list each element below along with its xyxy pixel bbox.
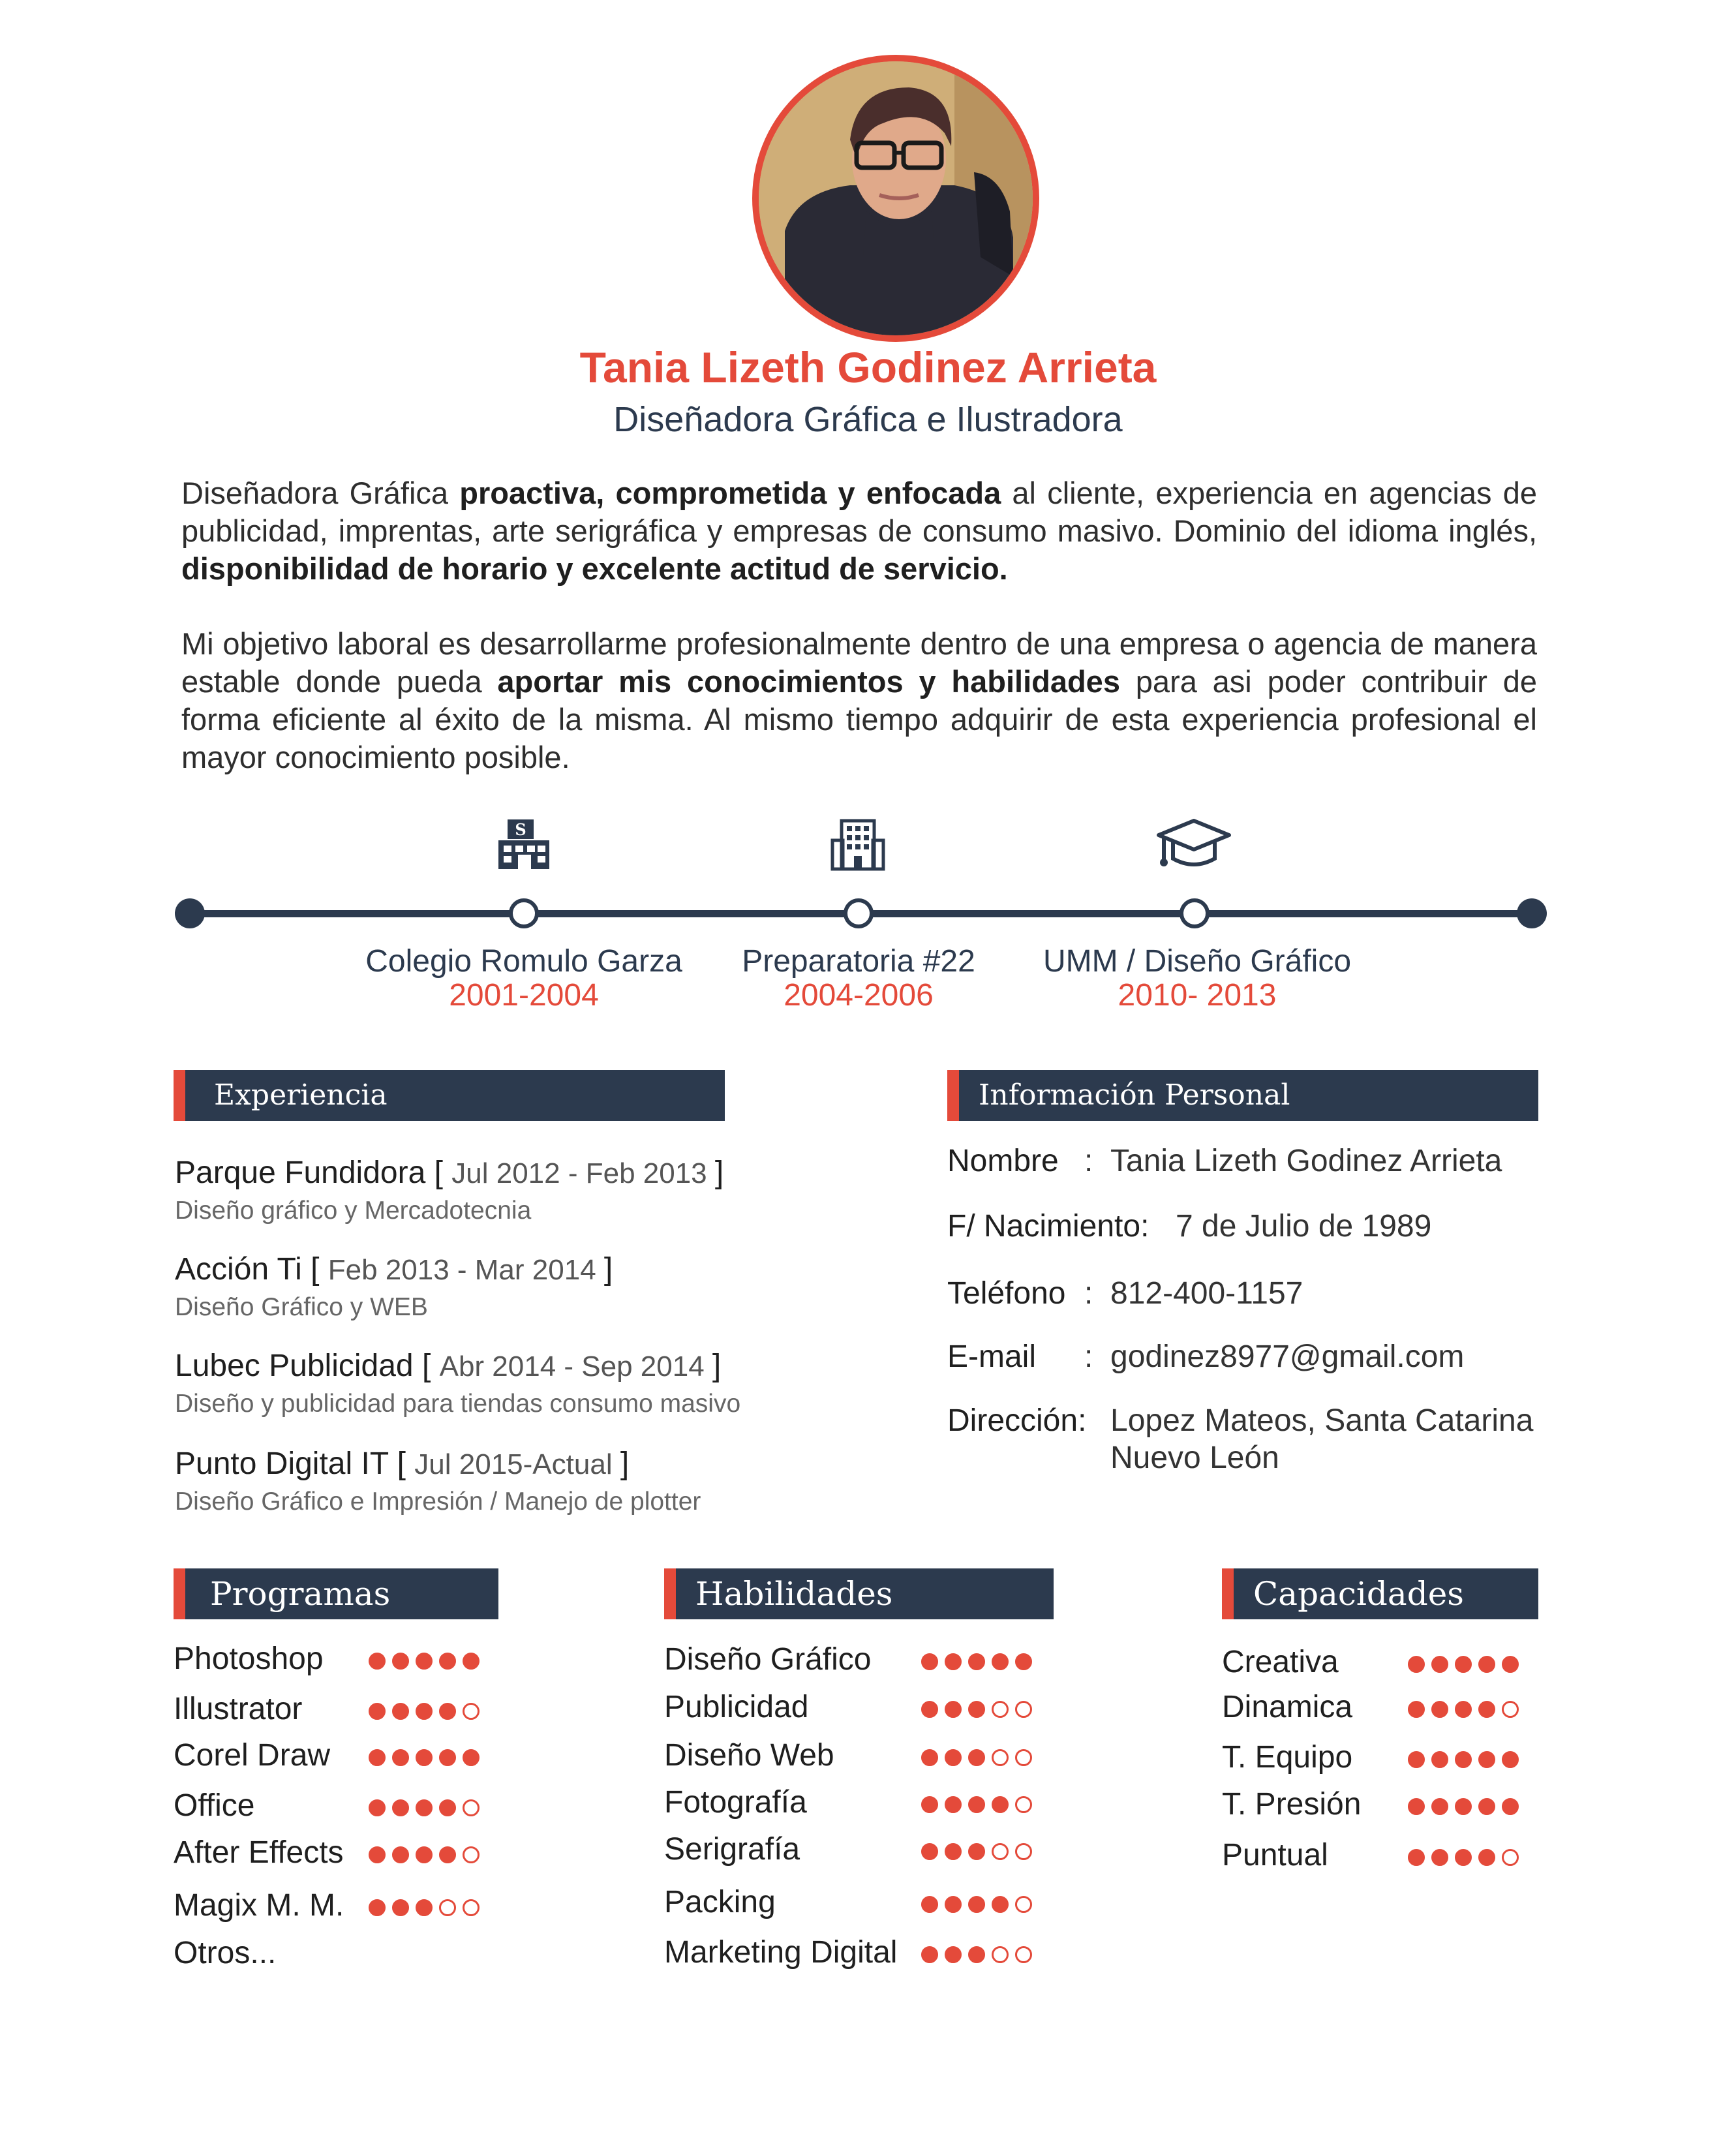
rating-dots — [1408, 1701, 1519, 1718]
experience-dates: Jul 2015-Actual — [414, 1448, 620, 1480]
rating-label: Photoshop — [174, 1641, 324, 1676]
rating-dots — [369, 1799, 480, 1816]
rating-dot-filled — [1408, 1751, 1425, 1768]
timeline-end-dot — [1517, 898, 1547, 928]
rating-label: Diseño Gráfico — [664, 1642, 872, 1677]
timeline-start-dot — [175, 898, 205, 928]
rating-label: Corel Draw — [174, 1738, 331, 1773]
experience-dates: Feb 2013 - Mar 2014 — [327, 1254, 604, 1286]
bracket-open: [ — [397, 1446, 415, 1481]
rating-dot-empty — [463, 1799, 480, 1816]
bracket-open: [ — [434, 1155, 452, 1190]
rating-dot-empty — [1015, 1946, 1032, 1963]
bracket-close: ] — [603, 1252, 613, 1287]
rating-dot-filled — [968, 1701, 985, 1718]
rating-dots — [921, 1843, 1032, 1860]
rating-dot-filled — [463, 1749, 480, 1766]
rating-dot-filled — [416, 1899, 433, 1916]
info-birth-value: 7 de Julio de 1989 — [1176, 1209, 1432, 1244]
rating-dot-filled — [392, 1846, 409, 1863]
rating-label: Creativa — [1222, 1645, 1339, 1679]
timeline-years-2: 2004-2006 — [784, 978, 934, 1013]
rating-dot-filled — [369, 1846, 386, 1863]
emphasis-text: aportar mis conocimientos y habilidades — [497, 664, 1120, 699]
experience-dates: Jul 2012 - Feb 2013 — [451, 1157, 715, 1189]
rating-dot-filled — [1455, 1656, 1472, 1673]
timeline-label-2: Preparatoria #22 — [742, 944, 975, 979]
bracket-close: ] — [712, 1349, 722, 1383]
objective-paragraph — [181, 625, 1537, 776]
experience-description: Diseño Gráfico y WEB — [175, 1293, 428, 1321]
rating-label: Diseño Web — [664, 1738, 834, 1773]
timeline-node-2 — [844, 898, 874, 928]
rating-dot-filled — [992, 1896, 1009, 1913]
timeline-label-1: Colegio Romulo Garza — [365, 944, 682, 979]
rating-dot-filled — [439, 1703, 456, 1720]
rating-dot-filled — [1478, 1798, 1495, 1815]
rating-dot-empty — [1015, 1749, 1032, 1766]
rating-dot-filled — [968, 1946, 985, 1963]
info-name-label: Nombre — [947, 1144, 1059, 1178]
rating-dot-empty — [1015, 1843, 1032, 1860]
rating-dot-empty — [992, 1946, 1009, 1963]
rating-dot-filled — [439, 1653, 456, 1670]
rating-dot-filled — [1431, 1656, 1448, 1673]
section-header-programs — [174, 1568, 498, 1619]
rating-dots — [921, 1653, 1032, 1670]
rating-dots — [921, 1701, 1032, 1718]
rating-label: Illustrator — [174, 1692, 303, 1726]
info-email-sep: : — [1084, 1339, 1093, 1374]
rating-dot-filled — [921, 1796, 938, 1813]
rating-dot-empty — [463, 1703, 480, 1720]
rating-dot-filled — [1408, 1656, 1425, 1673]
bracket-close: ] — [714, 1155, 724, 1190]
rating-dot-empty — [1502, 1701, 1519, 1718]
rating-dot-filled — [416, 1799, 433, 1816]
rating-dot-filled — [416, 1653, 433, 1670]
info-phone-value: 812-400-1157 — [1110, 1276, 1303, 1311]
rating-dot-filled — [416, 1703, 433, 1720]
section-header-skills — [664, 1568, 1054, 1619]
rating-label: Fotografía — [664, 1785, 807, 1820]
section-header-personal — [947, 1070, 1538, 1121]
rating-dot-empty — [1502, 1849, 1519, 1866]
rating-dots — [369, 1846, 480, 1863]
rating-dot-filled — [921, 1946, 938, 1963]
section-title: Información Personal — [979, 1078, 1290, 1112]
experience-title — [175, 1446, 629, 1482]
rating-dot-filled — [1478, 1656, 1495, 1673]
rating-label: Serigrafía — [664, 1832, 800, 1867]
info-phone-sep: : — [1084, 1276, 1093, 1311]
rating-dot-filled — [1455, 1751, 1472, 1768]
bracket-open: [ — [311, 1252, 328, 1287]
rating-dot-filled — [1455, 1701, 1472, 1718]
rating-dot-filled — [369, 1899, 386, 1916]
rating-label: Magix M. M. — [174, 1888, 344, 1923]
body-text: al cliente, experiencia en agencias de publicidad, imprentas, arte serigráfica y empresas de consumo masivo. Dominio del idioma inglés, — [181, 476, 1537, 548]
rating-dot-filled — [439, 1749, 456, 1766]
rating-dot-empty — [992, 1749, 1009, 1766]
rating-dot-empty — [1015, 1796, 1032, 1813]
rating-dot-filled — [392, 1653, 409, 1670]
profile-title: Diseñadora Gráfica e Ilustradora — [613, 400, 1123, 439]
timeline-years-1: 2001-2004 — [449, 978, 599, 1013]
rating-dot-filled — [945, 1796, 962, 1813]
rating-dots — [369, 1749, 480, 1766]
experience-description: Diseño y publicidad para tiendas consumo masivo — [175, 1390, 741, 1418]
rating-dot-filled — [392, 1899, 409, 1916]
rating-dot-filled — [392, 1749, 409, 1766]
rating-dot-filled — [921, 1749, 938, 1766]
rating-dots — [921, 1749, 1032, 1766]
section-title: Habilidades — [695, 1575, 893, 1613]
rating-dots — [921, 1946, 1032, 1963]
info-name-value: Tania Lizeth Godinez Arrieta — [1110, 1144, 1502, 1178]
emphasis-text: disponibilidad de horario y excelente actitud de servicio. — [181, 551, 1008, 586]
section-header-experience — [174, 1070, 725, 1121]
experience-dates: Abr 2014 - Sep 2014 — [439, 1351, 712, 1382]
info-birth-label: F/ Nacimiento: — [947, 1209, 1150, 1244]
rating-dot-filled — [1455, 1849, 1472, 1866]
rating-label: Publicidad — [664, 1690, 809, 1724]
rating-label: After Effects — [174, 1835, 344, 1870]
rating-dots — [369, 1899, 480, 1916]
rating-dot-filled — [369, 1799, 386, 1816]
rating-dot-filled — [921, 1843, 938, 1860]
rating-dot-filled — [463, 1653, 480, 1670]
rating-dot-filled — [1455, 1798, 1472, 1815]
svg-text:S: S — [515, 820, 526, 839]
section-title: Capacidades — [1253, 1575, 1464, 1613]
rating-dot-filled — [921, 1701, 938, 1718]
rating-dot-empty — [1015, 1701, 1032, 1718]
info-name-sep: : — [1084, 1144, 1093, 1178]
building-icon — [829, 814, 887, 873]
experience-title — [175, 1155, 723, 1191]
rating-dot-filled — [1502, 1751, 1519, 1768]
info-phone-label: Teléfono — [947, 1276, 1066, 1311]
rating-dot-filled — [1431, 1701, 1448, 1718]
info-email-value[interactable]: godinez8977@gmail.com — [1110, 1339, 1465, 1374]
timeline-node-3 — [1180, 898, 1210, 928]
rating-dot-filled — [921, 1896, 938, 1913]
rating-dots — [1408, 1656, 1519, 1673]
experience-company: Parque Fundidora — [175, 1155, 434, 1190]
info-address-line2: Nuevo León — [1110, 1441, 1279, 1475]
rating-label: Dinamica — [1222, 1690, 1353, 1724]
section-title: Programas — [210, 1575, 391, 1613]
school-icon — [495, 814, 553, 873]
experience-company: Punto Digital IT — [175, 1446, 397, 1481]
rating-dot-filled — [945, 1701, 962, 1718]
rating-dot-filled — [1408, 1701, 1425, 1718]
section-title: Experiencia — [214, 1078, 388, 1112]
bracket-open: [ — [421, 1349, 440, 1383]
rating-dot-filled — [945, 1946, 962, 1963]
timeline-node-1 — [509, 898, 539, 928]
rating-dot-filled — [968, 1749, 985, 1766]
experience-title — [175, 1348, 721, 1384]
rating-dot-empty — [1015, 1896, 1032, 1913]
rating-dot-filled — [439, 1799, 456, 1816]
experience-description: Diseño Gráfico e Impresión / Manejo de plotter — [175, 1488, 701, 1516]
rating-dots — [921, 1796, 1032, 1813]
rating-dots — [1408, 1751, 1519, 1768]
rating-dot-filled — [392, 1703, 409, 1720]
body-text: Mi objetivo laboral es desarrollarme profesionalmente dentro de una empresa o agencia de manera estable donde pueda — [181, 626, 1537, 699]
info-address-label: Dirección: — [947, 1403, 1087, 1438]
section-header-abilities — [1222, 1568, 1538, 1619]
experience-company: Acción Ti — [175, 1252, 311, 1287]
rating-dot-filled — [945, 1843, 962, 1860]
info-address-line1: Lopez Mateos, Santa Catarina — [1110, 1403, 1534, 1438]
rating-label: T. Presión — [1222, 1787, 1362, 1822]
rating-dot-filled — [921, 1653, 938, 1670]
rating-dot-filled — [369, 1653, 386, 1670]
portrait-image — [759, 61, 1033, 335]
rating-dot-filled — [1431, 1751, 1448, 1768]
rating-label: Office — [174, 1788, 255, 1823]
rating-dot-filled — [968, 1843, 985, 1860]
rating-dots — [921, 1896, 1032, 1913]
experience-company: Lubec Publicidad — [175, 1349, 422, 1383]
rating-dot-filled — [1408, 1849, 1425, 1866]
rating-dot-filled — [992, 1653, 1009, 1670]
rating-dot-filled — [1502, 1656, 1519, 1673]
rating-dot-filled — [369, 1703, 386, 1720]
rating-dot-filled — [1015, 1653, 1032, 1670]
rating-label: Marketing Digital — [664, 1935, 898, 1970]
rating-dot-filled — [1431, 1849, 1448, 1866]
rating-dot-empty — [463, 1899, 480, 1916]
rating-dot-empty — [463, 1846, 480, 1863]
rating-dot-filled — [945, 1653, 962, 1670]
emphasis-text: proactiva, comprometida y enfocada — [459, 476, 1001, 510]
graduation-cap-icon — [1155, 814, 1233, 873]
rating-dot-filled — [416, 1749, 433, 1766]
body-text: para asi poder contribuir de forma eficiente al éxito de la misma. Al mismo tiempo adquirir de esta experiencia profesional el mayor conocimiento posible. — [181, 664, 1537, 774]
rating-dot-filled — [1408, 1798, 1425, 1815]
experience-title — [175, 1251, 613, 1287]
rating-dot-filled — [992, 1796, 1009, 1813]
rating-dot-filled — [968, 1896, 985, 1913]
rating-dot-filled — [945, 1749, 962, 1766]
timeline-label-3: UMM / Diseño Gráfico — [1043, 944, 1352, 979]
rating-dot-empty — [992, 1701, 1009, 1718]
rating-dots — [369, 1703, 480, 1720]
rating-dot-filled — [369, 1749, 386, 1766]
rating-dot-filled — [1478, 1701, 1495, 1718]
rating-dot-filled — [945, 1896, 962, 1913]
body-text: Diseñadora Gráfica — [181, 476, 460, 510]
rating-dots — [1408, 1849, 1519, 1866]
profile-name: Tania Lizeth Godinez Arrieta — [579, 343, 1157, 391]
rating-dots — [1408, 1798, 1519, 1815]
rating-dot-empty — [439, 1899, 456, 1916]
rating-dot-filled — [1502, 1798, 1519, 1815]
rating-label: T. Equipo — [1222, 1740, 1353, 1775]
rating-dot-filled — [439, 1846, 456, 1863]
rating-dot-filled — [392, 1799, 409, 1816]
timeline-years-3: 2010- 2013 — [1118, 978, 1277, 1013]
rating-dot-filled — [1478, 1849, 1495, 1866]
rating-dot-empty — [992, 1843, 1009, 1860]
bracket-close: ] — [620, 1446, 630, 1481]
rating-dot-filled — [1431, 1798, 1448, 1815]
rating-dot-filled — [968, 1796, 985, 1813]
rating-dot-filled — [1478, 1751, 1495, 1768]
rating-label: Puntual — [1222, 1838, 1328, 1872]
rating-label: Otros... — [174, 1936, 277, 1970]
rating-label: Packing — [664, 1885, 776, 1919]
profile-photo — [752, 55, 1039, 342]
rating-dot-filled — [416, 1846, 433, 1863]
summary-paragraph — [181, 474, 1537, 588]
rating-dot-filled — [968, 1653, 985, 1670]
rating-dots — [369, 1653, 480, 1670]
info-email-label: E-mail — [947, 1339, 1037, 1374]
experience-description: Diseño gráfico y Mercadotecnia — [175, 1197, 532, 1225]
